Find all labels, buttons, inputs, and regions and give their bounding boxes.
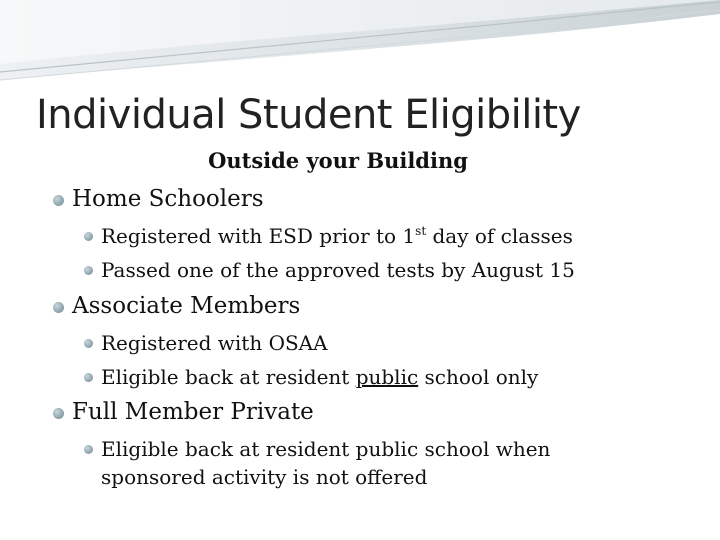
bullet-icon [53, 302, 64, 313]
bullet-icon [84, 339, 93, 348]
list-item-home-schoolers [72, 186, 264, 212]
list-item-continuation [101, 465, 427, 489]
eligible-when-line2: sponsored activity is not offered [101, 465, 428, 489]
registered-esd-pre: Registered with ESD prior to 1 [101, 224, 416, 248]
full-member-private-label: Full Member Private [72, 399, 314, 425]
associate-members-label: Associate Members [72, 293, 301, 319]
list-item-eligible-public-only [101, 365, 538, 389]
list-item-eligible-when-not-offered [101, 437, 550, 461]
approved-tests-text: Passed one of the approved tests by August 15 [101, 258, 575, 282]
bullet-icon [84, 266, 93, 275]
bullet-icon [53, 195, 64, 206]
list-item-registered-osaa [101, 331, 328, 355]
registered-osaa-text: Registered with OSAA [101, 331, 328, 355]
ordinal-suffix: st [415, 224, 427, 238]
bullet-icon [53, 408, 64, 419]
list-item-full-member-private [72, 399, 314, 425]
slide-subtitle: Outside your Building [208, 148, 468, 173]
list-item-registered-esd [101, 224, 573, 248]
bullet-icon [84, 232, 93, 241]
slide-title: Individual Student Eligibility [36, 92, 581, 138]
list-item-associate-members [72, 293, 300, 319]
eligible-when-line1: Eligible back at resident public school when [101, 437, 551, 461]
eligible-public-post: school only [418, 365, 539, 389]
eligible-public-pre: Eligible back at resident [101, 365, 356, 389]
bullet-icon [84, 445, 93, 454]
home-schoolers-label: Home Schoolers [72, 186, 264, 212]
registered-esd-post: day of classes [426, 224, 573, 248]
eligible-public-underlined: public [355, 365, 419, 389]
bullet-icon [84, 373, 93, 382]
list-item-approved-tests [101, 258, 575, 282]
header-swoosh-decoration [0, 0, 720, 90]
